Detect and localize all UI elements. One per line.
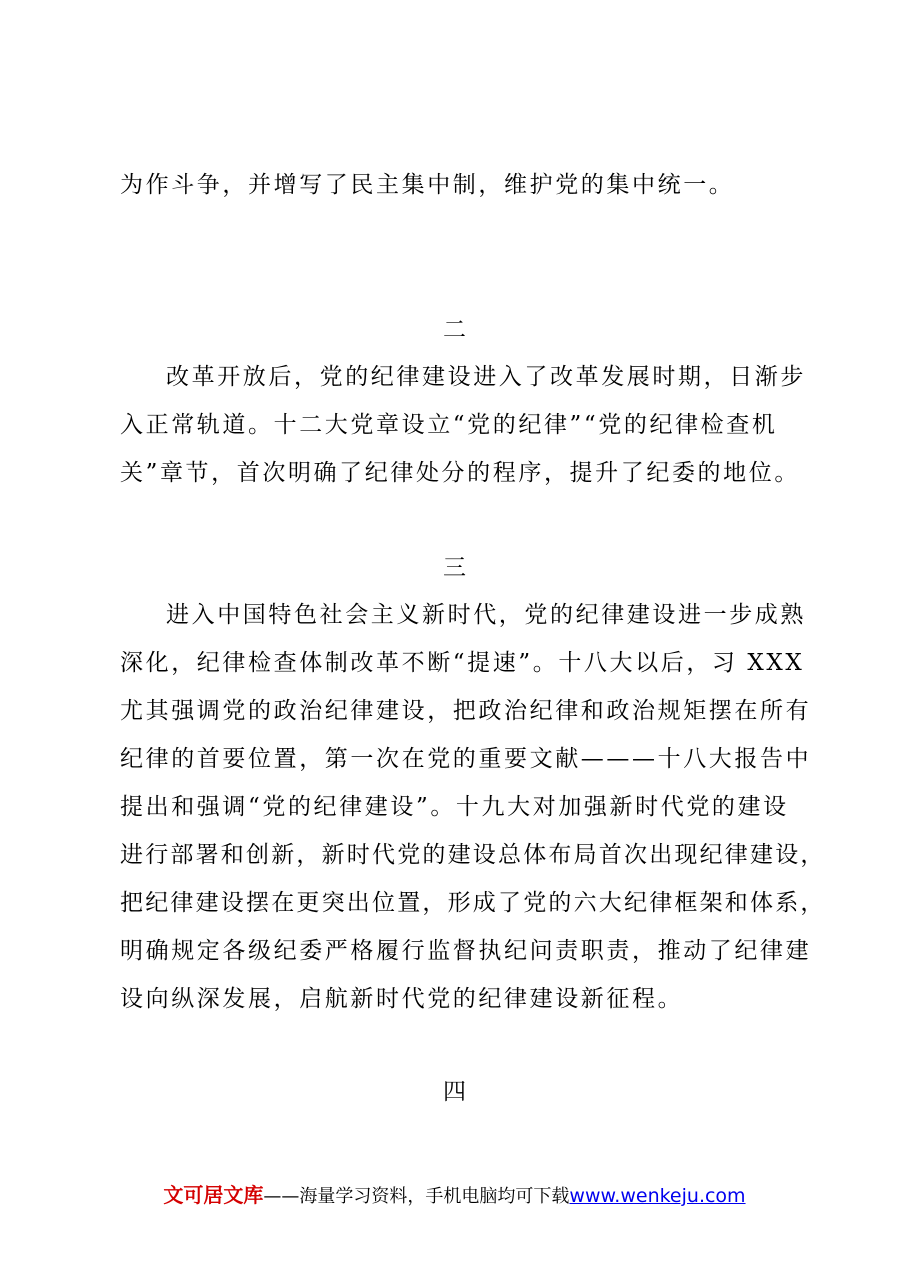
paragraph-line: 入正常轨道。十二大党章设立“党的纪律”“党的纪律检查机 [120, 412, 778, 438]
paragraph-line: 深化，纪律检查体制改革不断“提速”。十八大以后，习 XXX [120, 650, 805, 676]
paragraph-line: 尤其强调党的政治纪律建设，把政治纪律和政治规矩摆在所有 [120, 698, 812, 724]
footer-banner [0, 1180, 909, 1212]
paragraph-line: 明确规定各级纪委严格履行监督执纪问责职责，推动了纪律建 [120, 938, 812, 964]
section-heading-3: 三 [443, 555, 466, 581]
paragraph-line: 进入中国特色社会主义新时代，党的纪律建设进一步成熟 [166, 602, 806, 628]
paragraph-line: 改革开放后，党的纪律建设进入了改革发展时期，日渐步 [166, 364, 806, 390]
footer-brand: 文可居文库 [163, 1183, 264, 1207]
paragraph-line: 设向纵深发展，启航新时代党的纪律建设新征程。 [120, 986, 684, 1012]
paragraph-line: 提出和强调“党的纪律建设”。十九大对加强新时代党的建设 [120, 794, 789, 820]
paragraph-line: 进行部署和创新，新时代党的建设总体布局首次出现纪律建设， [120, 842, 826, 868]
paragraph-line: 把纪律建设摆在更突出位置，形成了党的六大纪律框架和体系， [120, 890, 826, 916]
footer-tagline: ——海量学习资料，手机电脑均可下载 [263, 1186, 570, 1207]
section-heading-2: 二 [443, 317, 466, 343]
paragraph-line: 为作斗争，并增写了民主集中制，维护党的集中统一。 [120, 172, 735, 198]
footer-link[interactable]: www.wenkeju.com [569, 1185, 746, 1207]
paragraph-line: 纪律的首要位置，第一次在党的重要文献———十八大报告中 [120, 746, 812, 772]
section-heading-4: 四 [443, 1079, 466, 1105]
paragraph-line: 关”章节，首次明确了纪律处分的程序，提升了纪委的地位。 [120, 460, 800, 486]
